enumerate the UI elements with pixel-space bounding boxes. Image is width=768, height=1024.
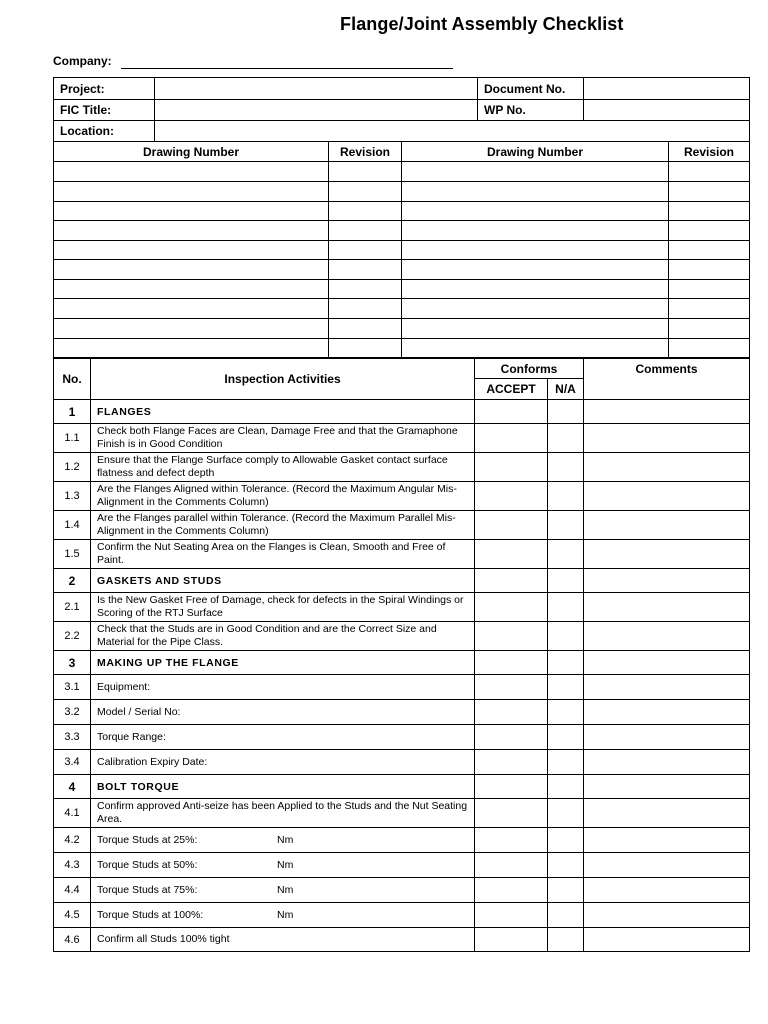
accept-cell[interactable]: [475, 540, 548, 569]
na-cell[interactable]: [548, 928, 584, 952]
row-number: 4.5: [54, 903, 91, 928]
activity-cell: [91, 700, 475, 725]
document-no-label: Document No.: [478, 78, 584, 100]
drawing-number-cell[interactable]: [54, 182, 329, 202]
row-number: 4.1: [54, 799, 91, 828]
accept-cell[interactable]: [475, 799, 548, 828]
checklist-row: [54, 453, 750, 482]
drawing-number-cell[interactable]: [402, 202, 669, 221]
project-info-table: [53, 77, 750, 142]
accept-cell[interactable]: [475, 482, 548, 511]
unit-label: Nm: [277, 883, 294, 896]
na-cell[interactable]: [548, 878, 584, 903]
drawing-number-cell[interactable]: [402, 280, 669, 299]
comments-cell[interactable]: [584, 593, 750, 622]
na-cell[interactable]: [548, 700, 584, 725]
comments-header-blank: [584, 379, 750, 400]
inspection-activities-header: Inspection Activities: [91, 359, 475, 400]
checklist-row: [54, 700, 750, 725]
wp-no-label: WP No.: [478, 100, 584, 121]
section-title: BOLT TORQUE: [91, 775, 475, 799]
activity-text: Ensure that the Flange Surface comply to Allowable Gasket contact surface flatness and defect depth: [97, 454, 448, 479]
revision-cell[interactable]: [669, 202, 750, 221]
row-number: 1: [54, 400, 91, 424]
drawing-number-cell[interactable]: [54, 319, 329, 339]
comments-cell[interactable]: [584, 400, 750, 424]
row-number: 4.3: [54, 853, 91, 878]
drawing-table: [53, 141, 750, 358]
activity-cell: [91, 828, 475, 853]
na-cell[interactable]: [548, 453, 584, 482]
activity-text-wrap: [97, 483, 471, 509]
na-cell[interactable]: [548, 775, 584, 799]
na-cell[interactable]: [548, 540, 584, 569]
na-cell[interactable]: [548, 725, 584, 750]
activity-text: Confirm approved Anti-seize has been Applied to the Studs and the Nut Seating Area.: [97, 800, 468, 825]
unit-label: Nm: [277, 833, 294, 846]
revision-cell[interactable]: [329, 339, 402, 358]
revision-cell[interactable]: [669, 319, 750, 339]
section-title: FLANGES: [91, 400, 475, 424]
activity-cell: [91, 453, 475, 482]
project-field[interactable]: [155, 78, 478, 100]
activity-text-wrap: [97, 706, 471, 719]
accept-cell[interactable]: [475, 828, 548, 853]
activity-cell: [91, 540, 475, 569]
drawing-row: [54, 280, 750, 299]
na-cell[interactable]: [548, 828, 584, 853]
comments-cell[interactable]: [584, 540, 750, 569]
section-title: MAKING UP THE FLANGE: [91, 651, 475, 675]
drawing-number-cell[interactable]: [54, 339, 329, 358]
row-number: 3.2: [54, 700, 91, 725]
comments-cell[interactable]: [584, 878, 750, 903]
accept-cell[interactable]: [475, 928, 548, 952]
comments-cell[interactable]: [584, 903, 750, 928]
drawing-number-cell[interactable]: [54, 221, 329, 241]
activity-text-wrap: [97, 731, 471, 744]
drawing-number-cell[interactable]: [54, 299, 329, 319]
document-no-field[interactable]: [584, 78, 750, 100]
activity-text-wrap: [97, 425, 471, 451]
comments-cell[interactable]: [584, 828, 750, 853]
revision-cell[interactable]: [329, 162, 402, 182]
drawing-row: [54, 221, 750, 241]
drawing-row: [54, 162, 750, 182]
drawing-row: [54, 339, 750, 358]
no-header: No.: [54, 359, 91, 400]
activity-cell: [91, 750, 475, 775]
location-label: Location:: [54, 121, 155, 142]
row-number: 4.6: [54, 928, 91, 952]
accept-cell[interactable]: [475, 750, 548, 775]
drawing-number-cell[interactable]: [402, 260, 669, 280]
activity-cell: [91, 903, 475, 928]
activity-text: Check that the Studs are in Good Condition and are the Correct Size and Material for the Pipe Class.: [97, 623, 437, 648]
revision-cell[interactable]: [329, 221, 402, 241]
conforms-header: Conforms: [475, 359, 584, 379]
checklist-row: [54, 540, 750, 569]
drawing-number-cell[interactable]: [54, 241, 329, 260]
activity-text-wrap: [97, 756, 471, 769]
revision-cell[interactable]: [329, 202, 402, 221]
row-number: 3.4: [54, 750, 91, 775]
drawing-number-cell[interactable]: [402, 162, 669, 182]
accept-cell[interactable]: [475, 400, 548, 424]
activity-text: Torque Studs at 25%:: [97, 833, 198, 846]
row-number: 1.4: [54, 511, 91, 540]
row-number: 1.5: [54, 540, 91, 569]
comments-header: Comments: [584, 359, 750, 379]
activity-cell: [91, 853, 475, 878]
drawing-number-cell[interactable]: [54, 280, 329, 299]
activity-text: Torque Range:: [97, 730, 166, 743]
row-number: 1.2: [54, 453, 91, 482]
revision-cell[interactable]: [329, 319, 402, 339]
activity-text-wrap: [97, 884, 471, 897]
section-row: [54, 651, 750, 675]
drawing-number-cell[interactable]: [54, 202, 329, 221]
checklist-row: [54, 482, 750, 511]
drawing-number-header: Drawing Number: [402, 142, 669, 162]
activity-cell: [91, 511, 475, 540]
activity-text-wrap: [97, 800, 471, 826]
activity-text: Calibration Expiry Date:: [97, 755, 208, 768]
activity-text: Equipment:: [97, 680, 151, 693]
activity-text: Are the Flanges parallel within Tolerance. (Record the Maximum Parallel Mis-Alignment in the Comments Column): [97, 512, 456, 537]
section-row: [54, 569, 750, 593]
na-cell[interactable]: [548, 750, 584, 775]
comments-cell[interactable]: [584, 482, 750, 511]
checklist-row: [54, 853, 750, 878]
row-number: 2: [54, 569, 91, 593]
activity-cell: [91, 799, 475, 828]
na-header: N/A: [548, 379, 584, 400]
section-row: [54, 400, 750, 424]
accept-cell[interactable]: [475, 878, 548, 903]
na-cell[interactable]: [548, 569, 584, 593]
activity-text-wrap: [97, 454, 471, 480]
activity-cell: [91, 593, 475, 622]
comments-cell[interactable]: [584, 853, 750, 878]
activity-cell: [91, 878, 475, 903]
comments-cell[interactable]: [584, 622, 750, 651]
activity-text: Torque Studs at 50%:: [97, 858, 198, 871]
comments-cell[interactable]: [584, 775, 750, 799]
na-cell[interactable]: [548, 903, 584, 928]
checklist-row: [54, 675, 750, 700]
accept-cell[interactable]: [475, 853, 548, 878]
revision-cell[interactable]: [669, 299, 750, 319]
row-number: 4.4: [54, 878, 91, 903]
activity-text-wrap: [97, 859, 471, 872]
company-input-line[interactable]: [121, 68, 453, 69]
activity-text-wrap: [97, 834, 471, 847]
drawing-number-cell[interactable]: [402, 339, 669, 358]
comments-cell[interactable]: [584, 928, 750, 952]
revision-cell[interactable]: [669, 221, 750, 241]
activity-cell: [91, 482, 475, 511]
activity-text: Torque Studs at 75%:: [97, 883, 198, 896]
row-number: 3: [54, 651, 91, 675]
accept-cell[interactable]: [475, 700, 548, 725]
na-cell[interactable]: [548, 675, 584, 700]
na-cell[interactable]: [548, 511, 584, 540]
comments-cell[interactable]: [584, 750, 750, 775]
checklist-row: [54, 928, 750, 952]
na-cell[interactable]: [548, 424, 584, 453]
checklist-row: [54, 799, 750, 828]
comments-cell[interactable]: [584, 799, 750, 828]
revision-cell[interactable]: [669, 182, 750, 202]
company-label: Company:: [53, 54, 112, 68]
row-number: 1.3: [54, 482, 91, 511]
drawing-row: [54, 260, 750, 280]
drawing-row: [54, 299, 750, 319]
na-cell[interactable]: [548, 651, 584, 675]
drawing-number-cell[interactable]: [54, 162, 329, 182]
revision-header: Revision: [669, 142, 750, 162]
drawing-number-cell[interactable]: [54, 260, 329, 280]
checklist-row: [54, 878, 750, 903]
na-cell[interactable]: [548, 400, 584, 424]
activity-cell: [91, 725, 475, 750]
activity-cell: [91, 675, 475, 700]
revision-header: Revision: [329, 142, 402, 162]
drawing-number-cell[interactable]: [402, 221, 669, 241]
comments-cell[interactable]: [584, 424, 750, 453]
row-number: 2.2: [54, 622, 91, 651]
activity-text: Are the Flanges Aligned within Tolerance. (Record the Maximum Angular Mis-Alignment in the Comments Column): [97, 483, 457, 508]
activity-text: Is the New Gasket Free of Damage, check for defects in the Spiral Windings or Scoring of the RTJ Surface: [97, 594, 464, 619]
na-cell[interactable]: [548, 853, 584, 878]
checklist-row: [54, 593, 750, 622]
drawing-number-header: Drawing Number: [54, 142, 329, 162]
comments-cell[interactable]: [584, 725, 750, 750]
checklist-row: [54, 828, 750, 853]
fic-title-label: FIC Title:: [54, 100, 155, 121]
comments-cell[interactable]: [584, 675, 750, 700]
comments-cell[interactable]: [584, 569, 750, 593]
comments-cell[interactable]: [584, 511, 750, 540]
section-title: GASKETS AND STUDS: [91, 569, 475, 593]
comments-cell[interactable]: [584, 651, 750, 675]
drawing-number-cell[interactable]: [402, 241, 669, 260]
activity-text-wrap: [97, 681, 471, 694]
location-field[interactable]: [155, 121, 750, 142]
checklist-row: [54, 750, 750, 775]
comments-cell[interactable]: [584, 453, 750, 482]
project-label: Project:: [54, 78, 155, 100]
activity-text-wrap: [97, 541, 471, 567]
row-number: 3.3: [54, 725, 91, 750]
drawing-row: [54, 319, 750, 339]
revision-cell[interactable]: [329, 299, 402, 319]
drawing-number-cell[interactable]: [402, 299, 669, 319]
revision-cell[interactable]: [669, 241, 750, 260]
activity-text-wrap: [97, 623, 471, 649]
section-row: [54, 775, 750, 799]
na-cell[interactable]: [548, 593, 584, 622]
accept-cell[interactable]: [475, 453, 548, 482]
document-title: Flange/Joint Assembly Checklist: [340, 14, 624, 34]
accept-cell[interactable]: [475, 593, 548, 622]
activity-text-wrap: [97, 909, 471, 922]
na-cell[interactable]: [548, 799, 584, 828]
activity-cell: [91, 424, 475, 453]
activity-text: Check both Flange Faces are Clean, Damage Free and that the Gramaphone Finish is in Good Condition: [97, 425, 458, 450]
drawing-row: [54, 182, 750, 202]
accept-cell[interactable]: [475, 651, 548, 675]
accept-header: ACCEPT: [475, 379, 548, 400]
revision-cell[interactable]: [329, 241, 402, 260]
accept-cell[interactable]: [475, 675, 548, 700]
revision-cell[interactable]: [669, 260, 750, 280]
row-number: 1.1: [54, 424, 91, 453]
activity-text-wrap: [97, 933, 471, 946]
revision-cell[interactable]: [669, 339, 750, 358]
drawing-number-cell[interactable]: [402, 182, 669, 202]
accept-cell[interactable]: [475, 775, 548, 799]
unit-label: Nm: [277, 858, 294, 871]
activity-text-wrap: [97, 594, 471, 620]
row-number: 2.1: [54, 593, 91, 622]
drawing-number-cell[interactable]: [402, 319, 669, 339]
accept-cell[interactable]: [475, 903, 548, 928]
unit-label: Nm: [277, 908, 294, 921]
drawing-row: [54, 241, 750, 260]
accept-cell[interactable]: [475, 725, 548, 750]
checklist-row: [54, 622, 750, 651]
inspection-table: [53, 358, 750, 952]
activity-text-wrap: [97, 512, 471, 538]
na-cell[interactable]: [548, 482, 584, 511]
drawing-row: [54, 202, 750, 221]
row-number: 4.2: [54, 828, 91, 853]
activity-text: Model / Serial No:: [97, 705, 181, 718]
na-cell[interactable]: [548, 622, 584, 651]
row-number: 3.1: [54, 675, 91, 700]
row-number: 4: [54, 775, 91, 799]
activity-text: Confirm the Nut Seating Area on the Flanges is Clean, Smooth and Free of Paint.: [97, 541, 446, 566]
wp-no-field[interactable]: [584, 100, 750, 121]
activity-text: Torque Studs at 100%:: [97, 908, 204, 921]
checklist-row: [54, 511, 750, 540]
accept-cell[interactable]: [475, 511, 548, 540]
accept-cell[interactable]: [475, 622, 548, 651]
checklist-row: [54, 725, 750, 750]
activity-cell: [91, 622, 475, 651]
checklist-row: [54, 424, 750, 453]
activity-text: Confirm all Studs 100% tight: [97, 933, 230, 945]
revision-cell[interactable]: [329, 182, 402, 202]
revision-cell[interactable]: [669, 162, 750, 182]
revision-cell[interactable]: [329, 260, 402, 280]
comments-cell[interactable]: [584, 700, 750, 725]
activity-cell: [91, 928, 475, 952]
accept-cell[interactable]: [475, 424, 548, 453]
revision-cell[interactable]: [329, 280, 402, 299]
revision-cell[interactable]: [669, 280, 750, 299]
fic-title-field[interactable]: [155, 100, 478, 121]
accept-cell[interactable]: [475, 569, 548, 593]
checklist-row: [54, 903, 750, 928]
